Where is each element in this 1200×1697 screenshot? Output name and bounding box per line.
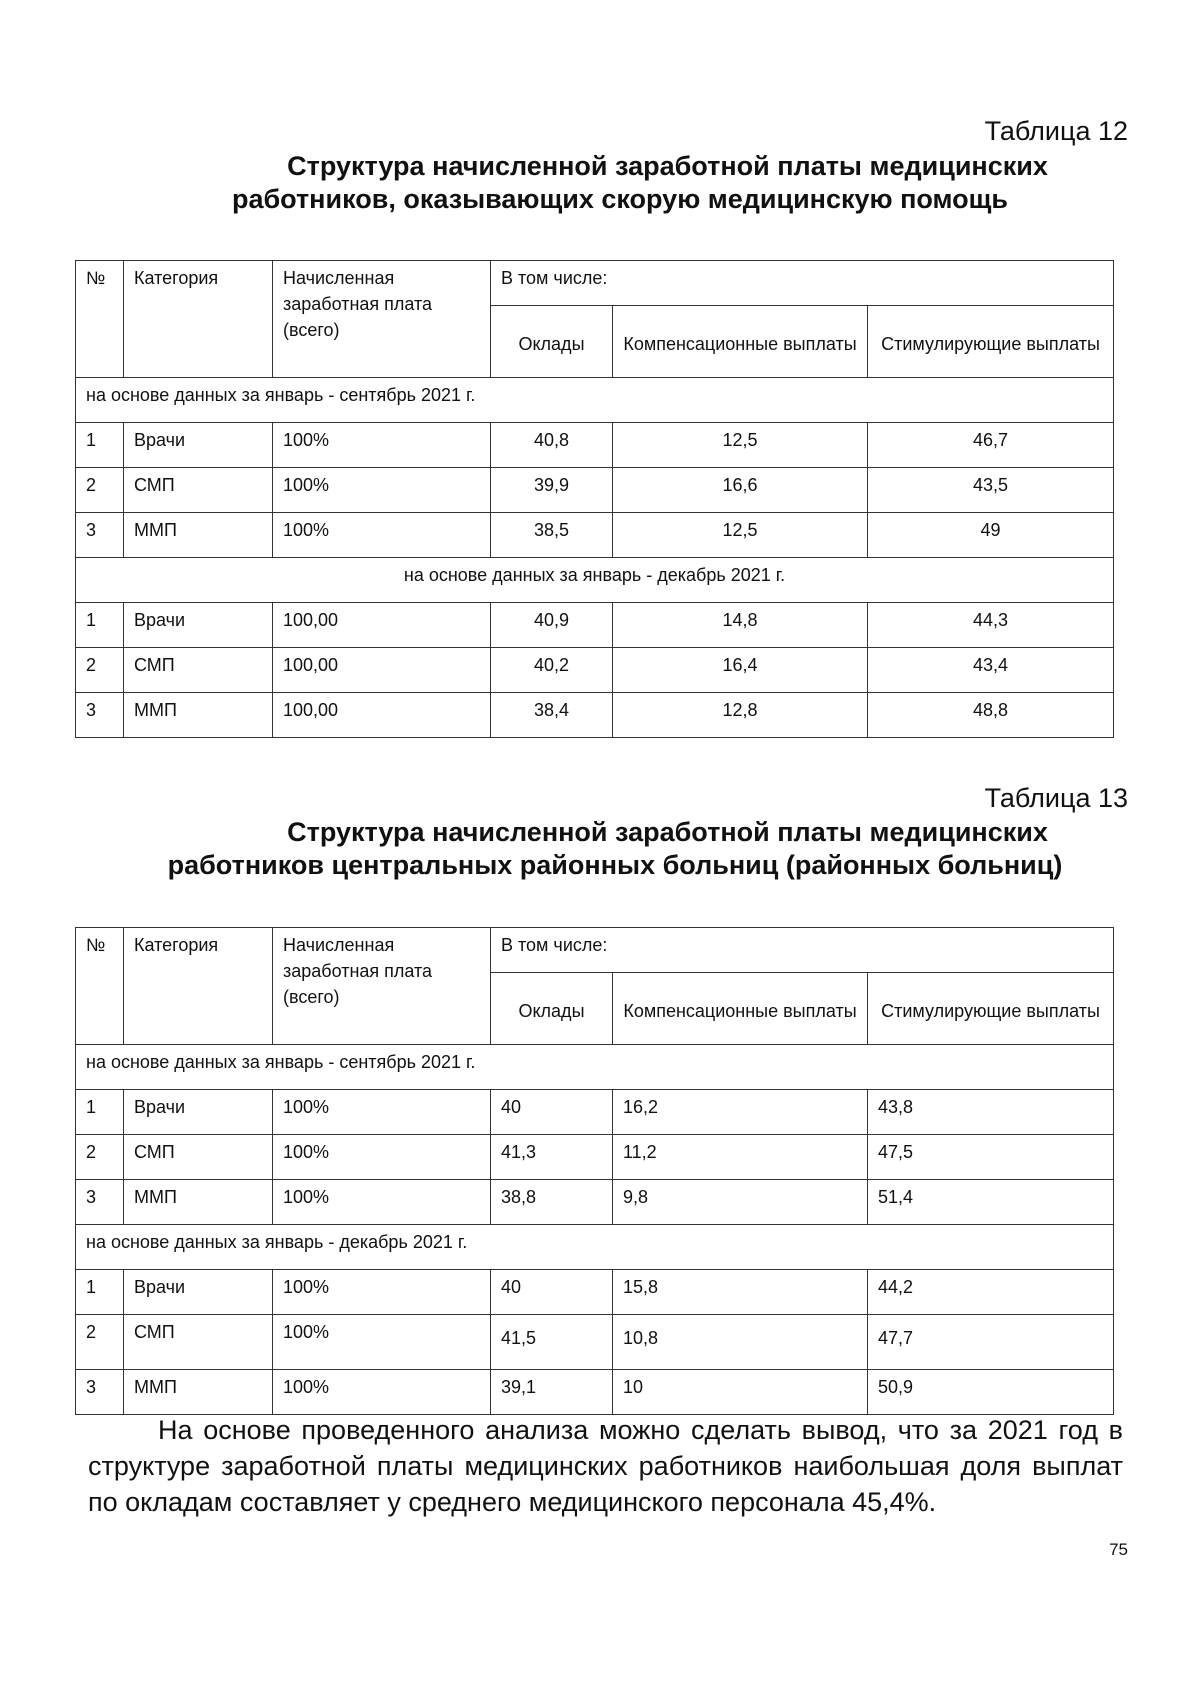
- table-row: 3 ММП 100% 38,5 12,5 49: [76, 513, 1114, 558]
- header-salary: Оклады: [491, 306, 613, 378]
- header-num: №: [76, 261, 124, 378]
- table12: [75, 260, 1114, 738]
- header-category: Категория: [124, 261, 273, 378]
- table13-label: Таблица 13: [984, 783, 1128, 813]
- section-header: на основе данных за январь - сентябрь 2021 г.: [76, 1045, 1114, 1090]
- conclusion-paragraph: [88, 1412, 1123, 1520]
- header-salary: Оклады: [491, 973, 613, 1045]
- table-row: 2 СМП 100% 41,3 11,2 47,5: [76, 1135, 1114, 1180]
- header-stim: Стимулирующие выплаты: [868, 973, 1114, 1045]
- table-row: 3 ММП 100% 39,1 10 50,9: [76, 1370, 1114, 1415]
- header-category: Категория: [124, 928, 273, 1045]
- table12-title: [0, 150, 1200, 216]
- table-row: 2 СМП 100,00 40,2 16,4 43,4: [76, 648, 1114, 693]
- table-row: 1 Врачи 100% 40 16,2 43,8: [76, 1090, 1114, 1135]
- table13-title: [0, 816, 1200, 882]
- table13: [75, 927, 1114, 1415]
- page-number: 75: [1109, 1540, 1128, 1559]
- header-incl: В том числе:: [491, 261, 1114, 306]
- table12-title-line2: работников, оказывающих скорую медицинскую помощь: [231, 184, 1009, 214]
- table12-title-line1: Структура начисленной заработной платы медицинских: [287, 151, 1048, 181]
- table12-label: Таблица 12: [984, 116, 1128, 146]
- table-row: 1 Врачи 100% 40,8 12,5 46,7: [76, 423, 1114, 468]
- header-comp: Компенсационные выплаты: [613, 306, 868, 378]
- section-header: на основе данных за январь - декабрь 2021 г.: [76, 1225, 1114, 1270]
- conclusion-text: На основе проведенного анализа можно сделать вывод, что за 2021 год в структуре заработной платы медицинских работников наибольшая доля выплат по окладам составляет у среднего медицинского персонала 45,4%.: [88, 1415, 1123, 1517]
- header-incl: В том числе:: [491, 928, 1114, 973]
- table13-title-line1: Структура начисленной заработной платы медицинских: [287, 817, 1048, 847]
- table-row: 3 ММП 100% 38,8 9,8 51,4: [76, 1180, 1114, 1225]
- header-total: Начисленная заработная плата (всего): [273, 261, 491, 378]
- table-row: 1 Врачи 100,00 40,9 14,8 44,3: [76, 603, 1114, 648]
- header-num: №: [76, 928, 124, 1045]
- section-header: на основе данных за январь - декабрь 2021 г.: [76, 558, 1114, 603]
- table-row: 3 ММП 100,00 38,4 12,8 48,8: [76, 693, 1114, 738]
- table-row: 2 СМП 100% 41,5 10,8 47,7: [76, 1315, 1114, 1370]
- table-row: 1 Врачи 100% 40 15,8 44,2: [76, 1270, 1114, 1315]
- table-row: 2 СМП 100% 39,9 16,6 43,5: [76, 468, 1114, 513]
- table13-title-line2: работников центральных районных больниц (районных больниц): [167, 850, 1063, 880]
- section-header: на основе данных за январь - сентябрь 2021 г.: [76, 378, 1114, 423]
- header-stim: Стимулирующие выплаты: [868, 306, 1114, 378]
- header-total: Начисленная заработная плата (всего): [273, 928, 491, 1045]
- header-comp: Компенсационные выплаты: [613, 973, 868, 1045]
